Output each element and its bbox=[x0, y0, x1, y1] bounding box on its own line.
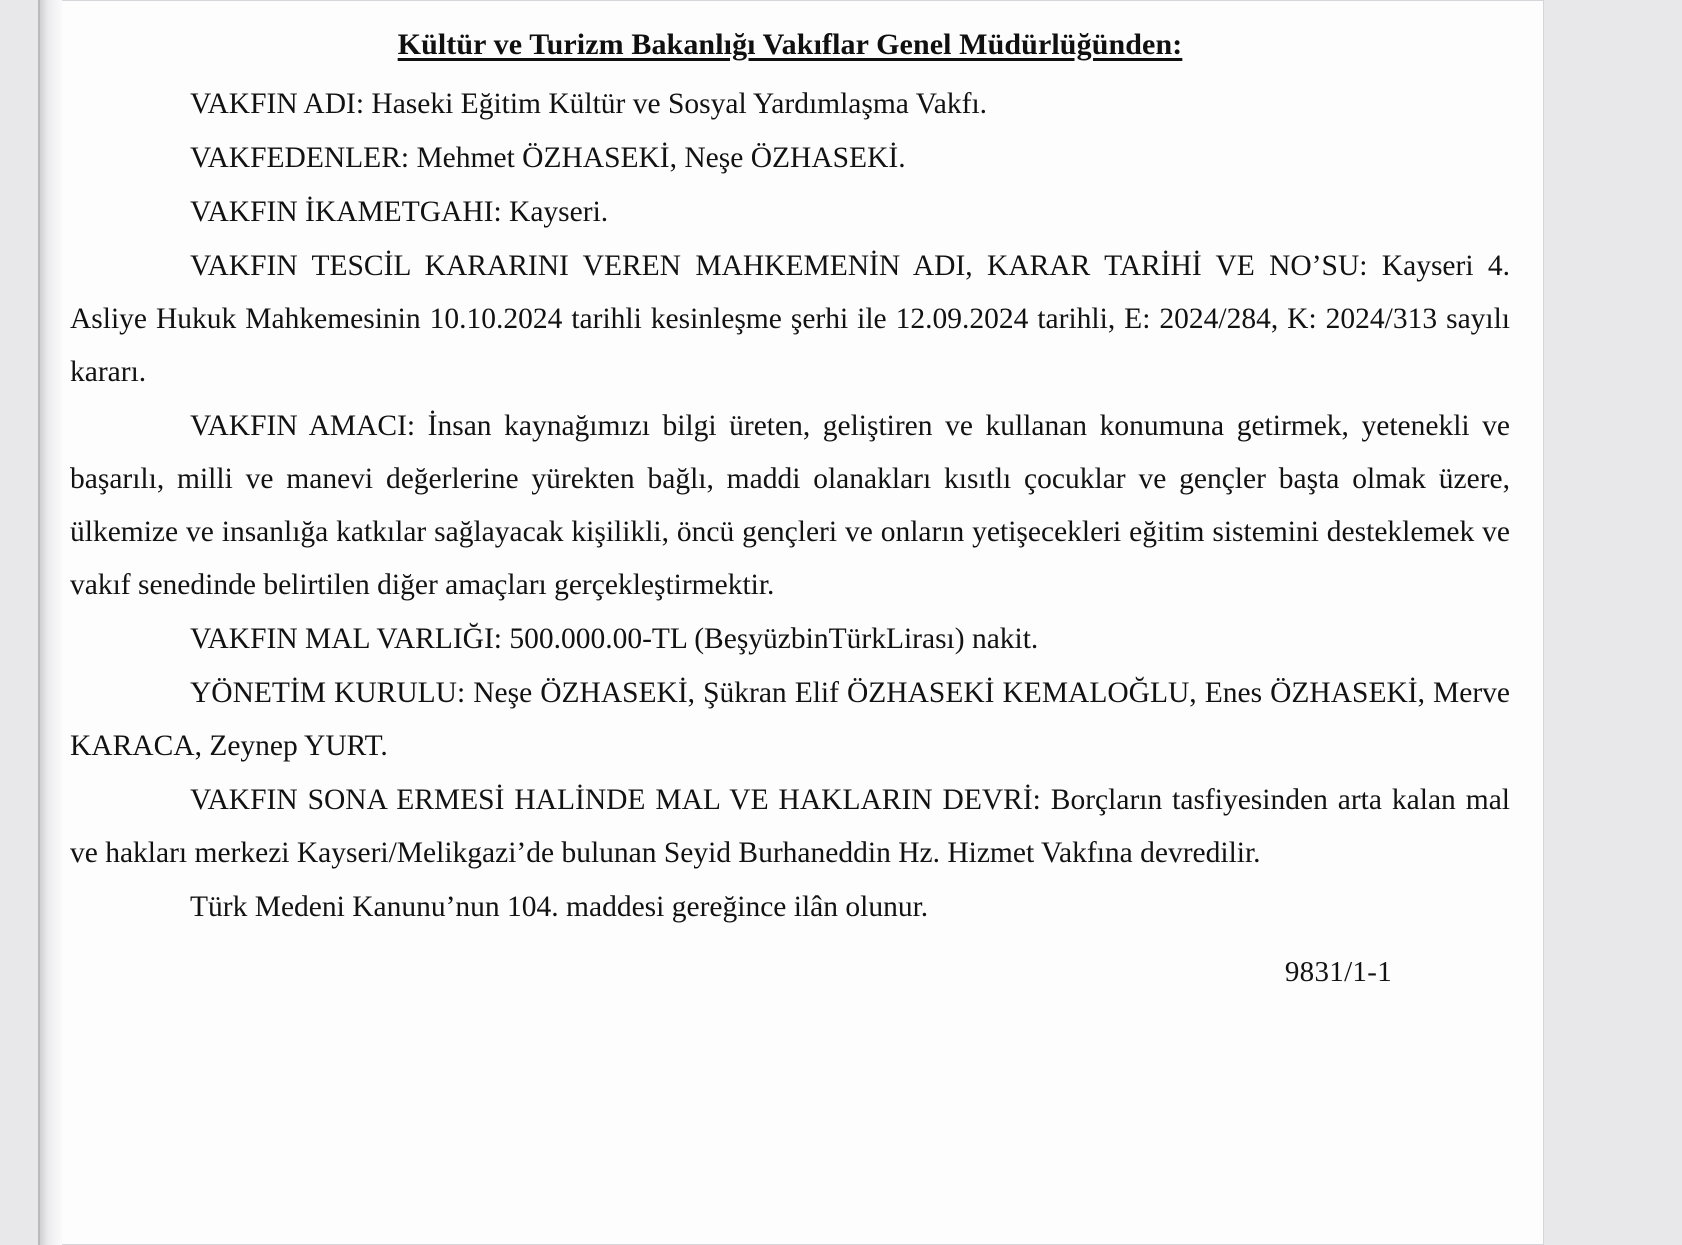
document-page bbox=[38, 0, 1544, 1245]
scan-gutter-shading bbox=[40, 0, 62, 1245]
reference-number: 9831/1-1 bbox=[1284, 956, 1392, 988]
paragraph-tescil-karari: VAKFIN TESCİL KARARINI VEREN MAHKEMENİN ADI, KARAR TARİHİ VE NO’SU: Kayseri 4. Asliye Hukuk Mahkemesinin 10.10.2024 tarihli kesinleşme şerhi ile 12.09.2024 tarihli, E: 2024/284, K: 2024/313 sayılı kararı. bbox=[70, 250, 1510, 388]
paragraph-sona-ermesi-devri: VAKFIN SONA ERMESİ HALİNDE MAL VE HAKLARIN DEVRİ: Borçların tasfiyesinden arta kalan mal ve hakları merkezi Kayseri/Melikgazi’de bulunan Seyid Burhaneddin Hz. Hizmet Vakfına devredilir. bbox=[70, 784, 1510, 869]
paragraph-ilan-olunur: Türk Medeni Kanunu’nun 104. maddesi gereğince ilân olunur. bbox=[190, 891, 929, 923]
paragraph-vakfin-adi: VAKFIN ADI: Haseki Eğitim Kültür ve Sosyal Yardımlaşma Vakfı. bbox=[190, 88, 988, 120]
paragraph-vakfedenler: VAKFEDENLER: Mehmet ÖZHASEKİ, Neşe ÖZHASEKİ. bbox=[190, 142, 906, 174]
page-title-text: Kültür ve Turizm Bakanlığı Vakıflar Genel Müdürlüğünden: bbox=[397, 28, 1183, 61]
paragraph-vakfin-amaci: VAKFIN AMACI: İnsan kaynağımızı bilgi üreten, geliştiren ve kullanan konumuna getirmek, yetenekli ve başarılı, milli ve manevi değerlerine yürekten bağlı, maddi olanakları kısıtlı çocuklar ve gençler başta olmak üzere, ülkemize ve insanlığa katkılar sağlayacak kişilikli, öncü gençleri ve onların yetişecekleri eğitim sistemini desteklemek ve vakıf senedinde belirtilen diğer amaçları gerçekleştirmektir. bbox=[70, 410, 1510, 601]
paragraph-yonetim-kurulu: YÖNETİM KURULU: Neşe ÖZHASEKİ, Şükran Elif ÖZHASEKİ KEMALOĞLU, Enes ÖZHASEKİ, Merve KARACA, Zeynep YURT. bbox=[70, 677, 1510, 762]
document-content bbox=[70, 28, 1510, 989]
page-title bbox=[70, 28, 1510, 64]
paragraph-vakfin-ikametgahi: VAKFIN İKAMETGAHI: Kayseri. bbox=[190, 196, 609, 228]
paragraph-mal-varligi: VAKFIN MAL VARLIĞI: 500.000.00-TL (BeşyüzbinTürkLirası) nakit. bbox=[190, 623, 1039, 655]
